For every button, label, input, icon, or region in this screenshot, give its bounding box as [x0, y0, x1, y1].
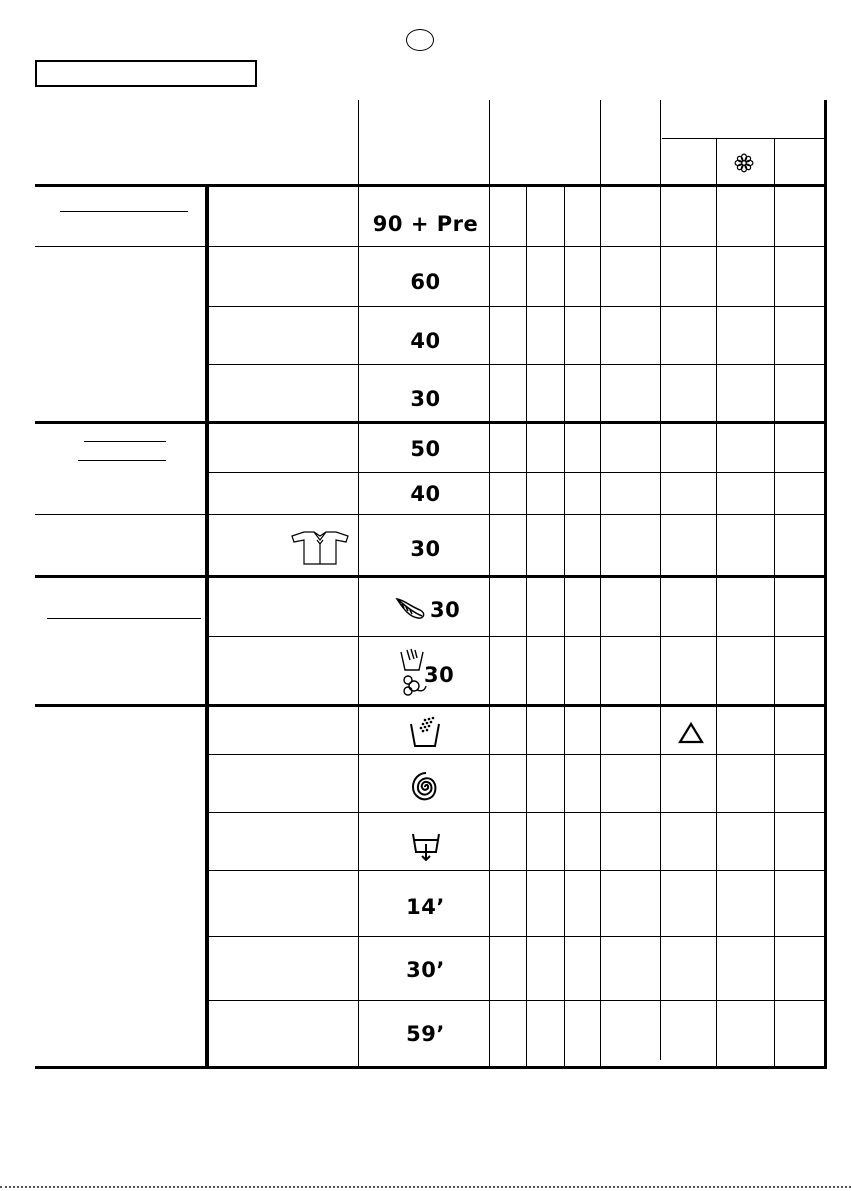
- flower-icon: [733, 152, 755, 174]
- title-box: [35, 60, 257, 87]
- rinse-icon: [408, 716, 442, 748]
- drain-icon: [410, 830, 442, 862]
- rule-group-4: [35, 575, 827, 578]
- rule-header: [35, 184, 827, 187]
- program-label: 30: [430, 598, 461, 622]
- shirt-icon: [290, 530, 350, 566]
- bottom-dotted-rule: [0, 1186, 851, 1188]
- col-rule-2: [358, 100, 359, 1069]
- rule-row: [205, 306, 827, 307]
- rule-row: [205, 812, 827, 813]
- program-label: 90 + Pre: [372, 212, 479, 236]
- label-underline: [84, 441, 166, 442]
- triangle-icon: [677, 721, 705, 745]
- col-rule-4: [526, 184, 527, 1069]
- rule-row: [205, 936, 827, 937]
- rule-group-1: [35, 246, 827, 247]
- program-label: 14’: [406, 895, 445, 919]
- rule-row: [205, 1000, 827, 1001]
- rule-group-5: [35, 704, 827, 707]
- rule-row: [205, 636, 827, 637]
- program-label: 60: [410, 270, 441, 294]
- col-rule-6: [600, 100, 601, 1069]
- program-label: 30: [410, 537, 441, 561]
- col-rule-5: [564, 184, 565, 1069]
- program-label: 30: [410, 387, 441, 411]
- rule-row: [205, 754, 827, 755]
- col-rule-8: [716, 138, 717, 1069]
- spin-icon: [410, 770, 440, 802]
- program-label: 50: [410, 437, 441, 461]
- label-underline: [78, 460, 166, 461]
- rule-header-sub: [662, 138, 827, 139]
- program-label: 30’: [406, 958, 445, 982]
- program-label: 30: [424, 663, 455, 687]
- col-rule-9: [774, 138, 775, 1069]
- label-underline: [47, 618, 201, 619]
- program-label: 40: [410, 482, 441, 506]
- label-underline: [60, 211, 188, 212]
- feather-icon: [394, 596, 428, 622]
- rule-group-2: [35, 421, 827, 424]
- col-rule-10: [824, 100, 827, 1069]
- rule-row: [205, 472, 827, 473]
- col-rule-3: [489, 100, 490, 1069]
- country-circle: [406, 29, 434, 51]
- col-rule-7: [660, 100, 661, 1060]
- rule-group-3: [35, 514, 827, 515]
- rule-row: [205, 364, 827, 365]
- program-label: 59’: [406, 1022, 445, 1046]
- rule-bottom: [35, 1066, 827, 1069]
- rule-row: [205, 870, 827, 871]
- col-rule-1: [205, 184, 209, 1069]
- program-label: 40: [410, 329, 441, 353]
